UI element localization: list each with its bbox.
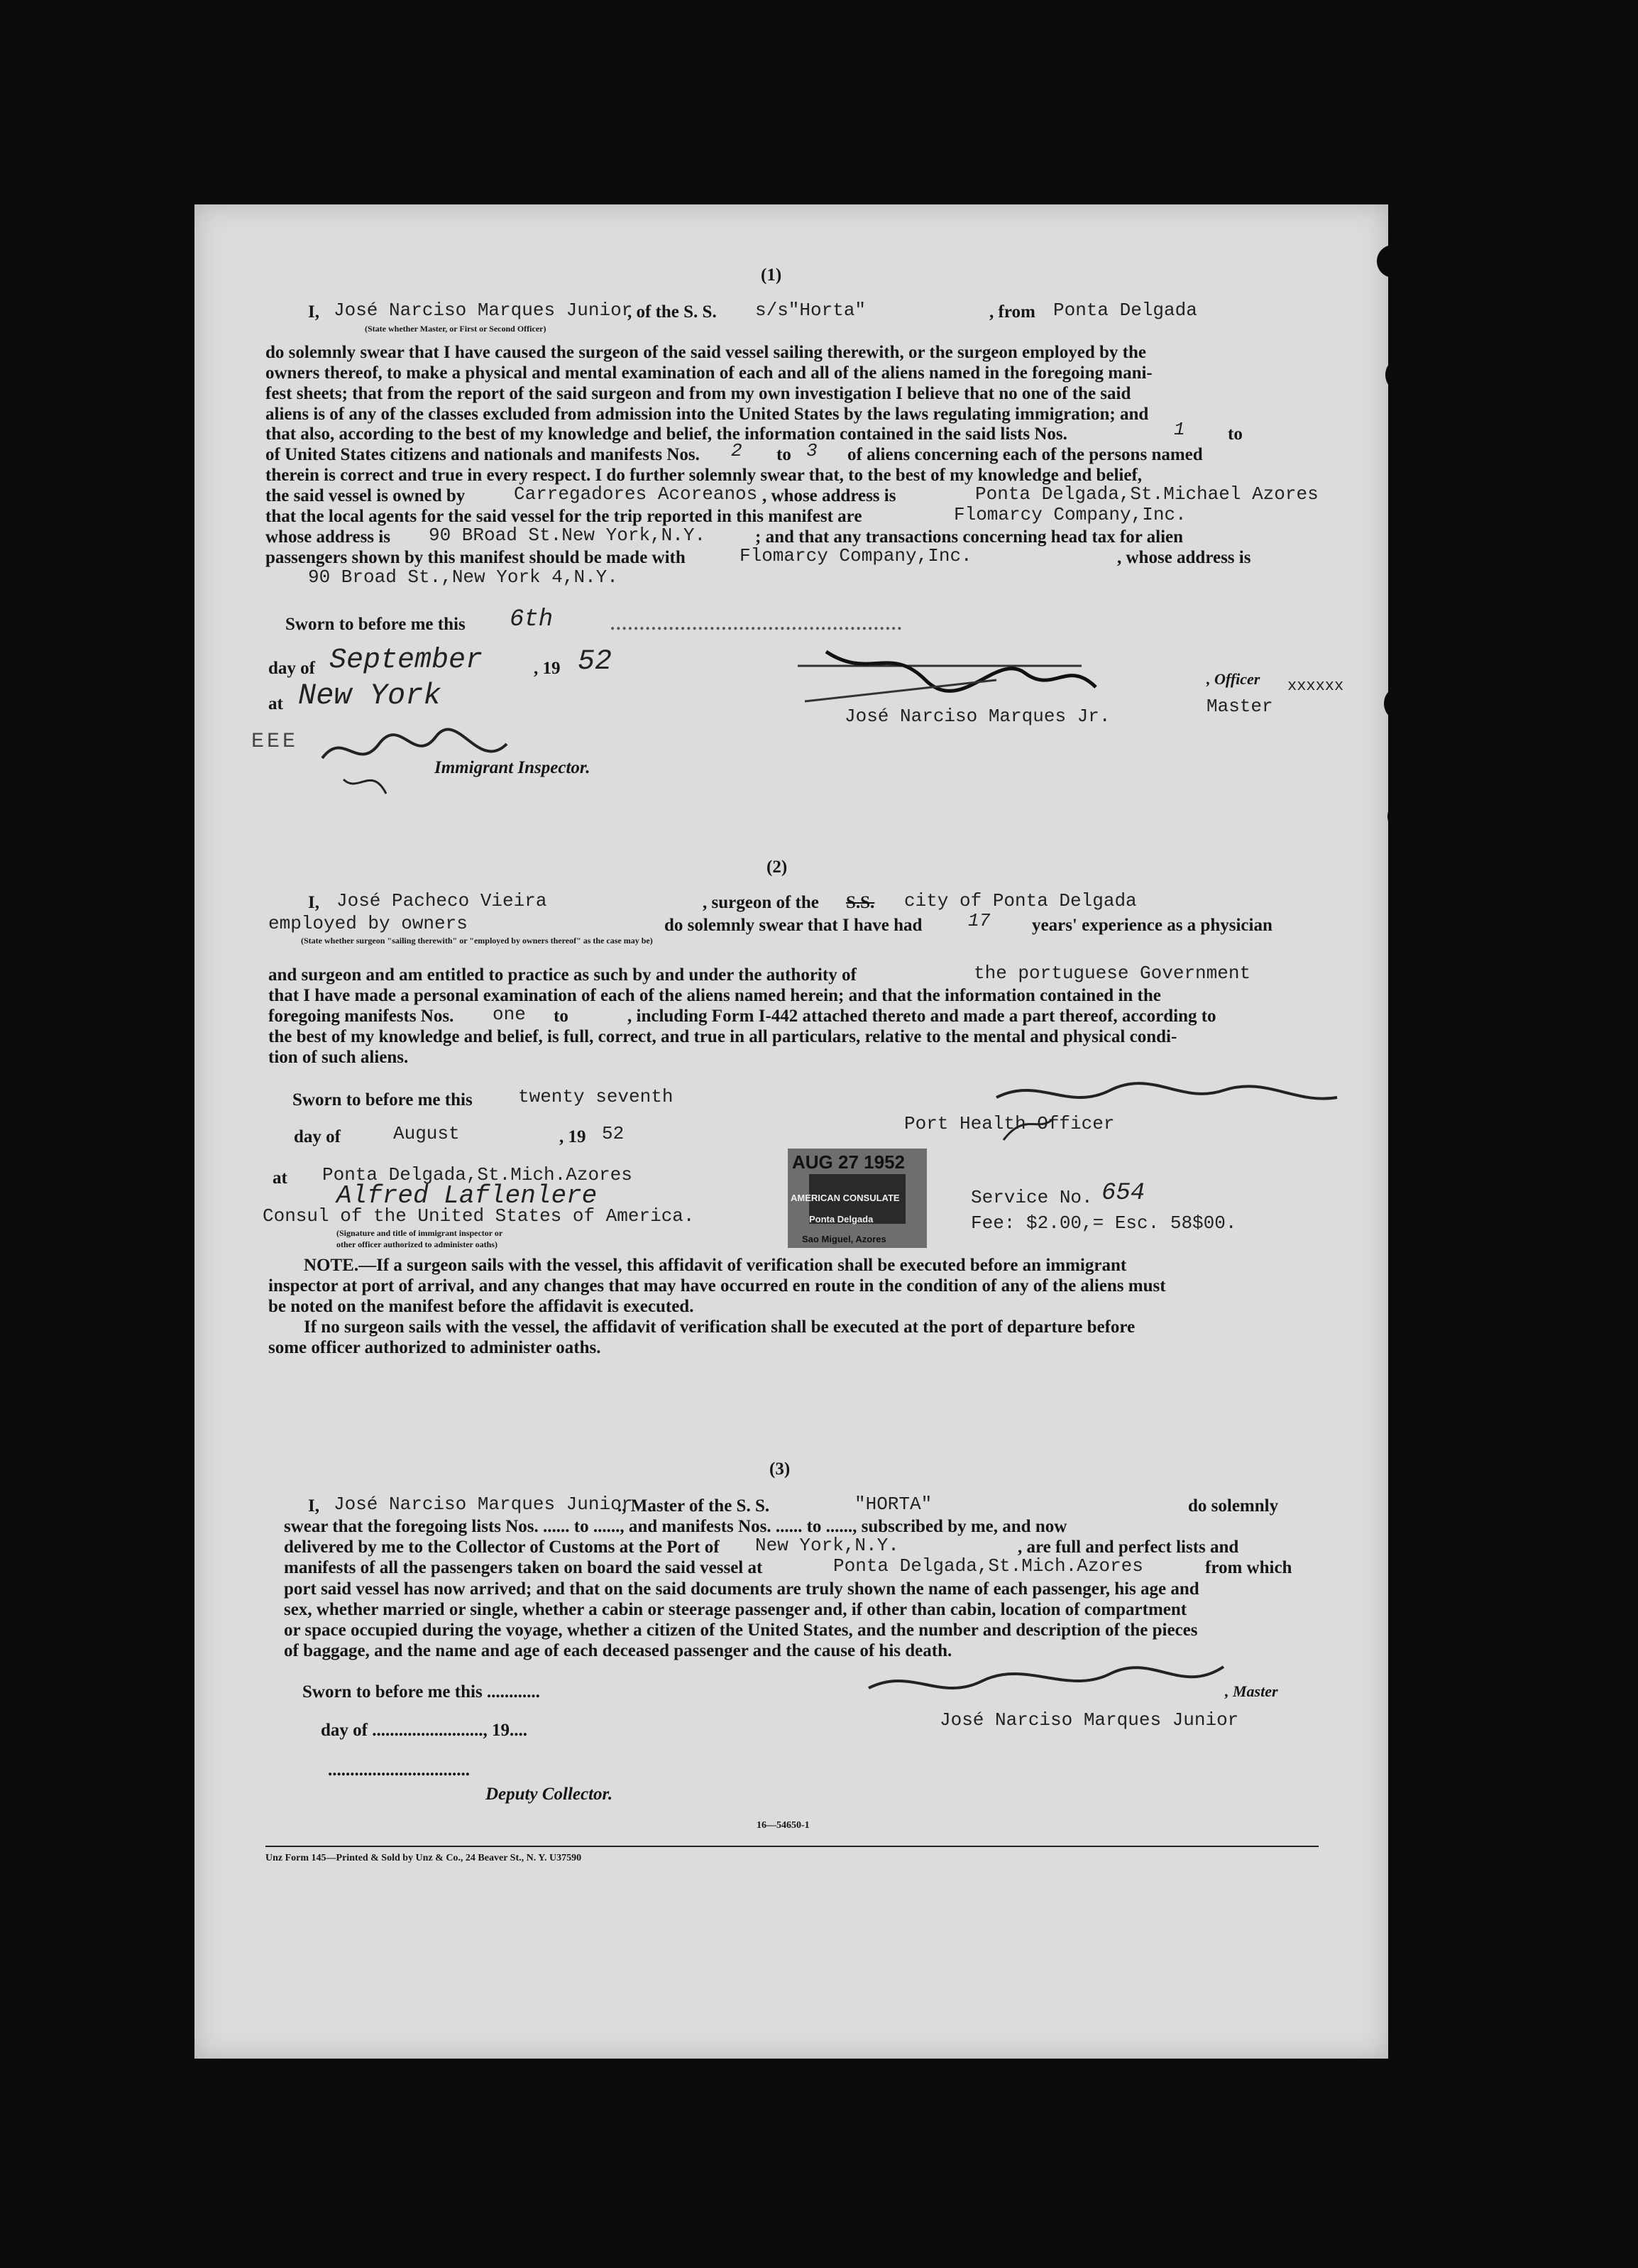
officer-signature	[784, 637, 1110, 716]
s3-body	[284, 1579, 1199, 1661]
sworn-day-2: twenty seventh	[518, 1086, 674, 1107]
consul-note-2: other officer authorized to administer oaths)	[336, 1239, 498, 1249]
body-line: foregoing manifests Nos.	[268, 1007, 454, 1026]
place-2: Ponta Delgada,St.Mich.Azores	[322, 1164, 632, 1185]
sworn-place: New York	[298, 679, 441, 713]
s3-line: swear that the foregoing lists Nos. ...... to ......, and manifests Nos. ...... to ......, subscribed by me, and now	[284, 1517, 1067, 1536]
manifest-to-label: to	[554, 1007, 568, 1026]
s3-line: of baggage, and the name and age of each deceased passenger and the cause of his death.	[284, 1641, 952, 1660]
year-2: 52	[602, 1123, 625, 1144]
body-line: passengers shown by this manifest should be made with	[265, 548, 686, 567]
stamp-text-1: AMERICAN CONSULATE	[791, 1193, 900, 1203]
at-label: at	[268, 694, 283, 713]
vessel-name: s/s"Horta"	[755, 300, 867, 321]
body-line: that the local agents for the said vessel for the trip reported in this manifest are	[265, 507, 862, 526]
state-note: (State whether surgeon "sailing therewith" or "employed by owners thereof" as the case may be)	[301, 936, 653, 946]
signature-line: ..................................................	[610, 615, 903, 634]
s3-i: I,	[308, 1496, 319, 1516]
fee: Fee: $2.00,= Esc. 58$00.	[971, 1212, 1237, 1234]
body-line: aliens is of any of the classes excluded from admission into the United States by the laws regulating immigration; and	[265, 405, 1149, 424]
intro-i: I,	[308, 302, 319, 322]
note-line: If no surgeon sails with the vessel, the affidavit of verification shall be executed at the port of departure before	[304, 1317, 1136, 1337]
sworn-year: 52	[578, 646, 612, 678]
agents-name: Flomarcy Company,Inc.	[954, 504, 1187, 525]
officer-strike: xxxxxx	[1287, 677, 1344, 695]
tax-company: Flomarcy Company,Inc.	[740, 545, 972, 566]
note-line: be noted on the manifest before the affidavit is executed.	[268, 1297, 694, 1316]
authority: the portuguese Government	[974, 963, 1251, 984]
s3-master-label: , Master	[1225, 1682, 1278, 1700]
at-label-2: at	[273, 1168, 287, 1188]
s3-line: delivered by me to the Collector of Customs at the Port of	[284, 1538, 720, 1557]
s3-day-of: day of ........................., 19....	[321, 1721, 527, 1740]
health-officer-signature	[982, 1069, 1351, 1147]
section2-note	[268, 1255, 1319, 1358]
health-officer-title: Port Health Officer	[904, 1113, 1115, 1134]
service-no: 654	[1101, 1180, 1145, 1207]
body-line: do solemnly swear that I have caused the surgeon of the said vessel sailing therewith, or the surgeon employed by the	[265, 343, 1146, 362]
consular-stamp	[788, 1149, 927, 1248]
master-signature	[854, 1653, 1238, 1709]
stamp-text-2: Ponta Delgada	[809, 1214, 874, 1225]
punch-hole	[1391, 1973, 1427, 2009]
stamp-date: AUG 27 1952	[792, 1151, 905, 1173]
day-of-label: day of	[268, 659, 315, 678]
year-prefix: , 19	[534, 659, 561, 678]
stamp-text-3: Sao Miguel, Azores	[802, 1234, 886, 1244]
body-line: whose address is	[265, 527, 390, 547]
body-line: of United States citizens and nationals and manifests Nos.	[265, 445, 700, 464]
lists-to: to	[1228, 424, 1243, 444]
s3-sworn-label: Sworn to before me this ............	[302, 1682, 540, 1702]
officer-label: , Officer	[1206, 670, 1260, 688]
master-note: (State whether Master, or First or Second Officer)	[365, 324, 546, 334]
s3-collector-line: ................................	[328, 1760, 470, 1780]
officer-rank: Master	[1206, 696, 1273, 717]
note-line: inspector at port of arrival, and any changes that may have occurred en route in the condition of any of the aliens must	[268, 1276, 1166, 1295]
section-number-2: (2)	[766, 858, 788, 877]
s3-master-typed: José Narciso Marques Junior	[940, 1709, 1239, 1731]
day-of-label-2: day of	[294, 1127, 341, 1146]
consul-note-1: (Signature and title of immigrant inspector or	[336, 1228, 503, 1238]
s3-line: or space occupied during the voyage, whether a citizen of the United States, and the number and description of the pieces	[284, 1621, 1198, 1640]
punch-hole	[1377, 245, 1409, 278]
agents-tail: ; and that any transactions concerning head tax for alien	[755, 527, 1184, 547]
punch-hole	[1402, 1842, 1437, 1878]
of-ss-label: , of the S. S.	[627, 302, 717, 322]
manifests-from: 2	[731, 440, 742, 461]
s3-vessel: "HORTA"	[854, 1494, 933, 1515]
owner-name: Carregadores Acoreanos	[514, 483, 758, 505]
owner-address: Ponta Delgada,St.Michael Azores	[975, 483, 1319, 505]
s3-line: port said vessel has now arrived; and that on the said documents are truly shown the name of each passenger, his age and	[284, 1579, 1199, 1599]
footer-rule	[265, 1846, 1319, 1847]
punch-hole	[1384, 686, 1419, 721]
officer-typed-name: José Narciso Marques Jr.	[845, 706, 1111, 727]
surgeon-of-label: , surgeon of the	[703, 893, 819, 912]
s3-departure-tail: from which	[1205, 1558, 1292, 1577]
years-experience: 17	[968, 910, 991, 931]
inspector-stamp: EEE	[251, 730, 299, 754]
tax-address: 90 Broad St.,New York 4,N.Y.	[308, 566, 618, 588]
s3-port-arrival: New York,N.Y.	[755, 1535, 899, 1556]
s3-departure: Ponta Delgada,St.Mich.Azores	[833, 1555, 1143, 1577]
surgeon-i: I,	[308, 893, 319, 912]
sworn-label: Sworn to before me this	[285, 615, 466, 634]
month-2: August	[393, 1123, 460, 1144]
punch-hole	[1405, 1107, 1441, 1143]
body-line: the best of my knowledge and belief, is full, correct, and true in all particulars, relative to the mental and physical condi-	[268, 1027, 1177, 1046]
master-name: José Narciso Marques Junior	[334, 300, 633, 321]
punch-hole	[1392, 375, 1428, 410]
sworn-label-2: Sworn to before me this	[292, 1090, 473, 1110]
document-page	[194, 204, 1388, 2059]
sworn-day: 6th	[510, 606, 554, 633]
form-number: 16—54650-1	[757, 1820, 810, 1831]
section1-body	[265, 342, 1153, 424]
manifest-from: one	[493, 1004, 526, 1025]
section-number-1: (1)	[761, 265, 782, 285]
authority-text: and surgeon and am entitled to practice as such by and under the authority of	[268, 965, 857, 985]
body-line: owners thereof, to make a physical and mental examination of each and all of the aliens named in the foregoing mani-	[265, 363, 1153, 383]
consul-signature: Alfred Laflenlere	[336, 1181, 598, 1210]
body-line: therein is correct and true in every respect. I do further solemnly swear that, to the best of my knowledge and belief,	[265, 466, 1143, 485]
body-line: fest sheets; that from the report of the said surgeon and from my own investigation I believe that no one of the said	[265, 384, 1131, 403]
s3-line: sex, whether married or single, whether a cabin or steerage passenger and, if other than cabin, location of compartment	[284, 1600, 1187, 1619]
section-number-3: (3)	[769, 1459, 791, 1479]
note-line: some officer authorized to administer oaths.	[268, 1338, 601, 1357]
years-tail: years' experience as a physician	[1032, 916, 1273, 935]
s3-master-text: ., Master of the S. S.	[617, 1496, 770, 1516]
s3-port-tail: , are full and perfect lists and	[1018, 1538, 1239, 1557]
inspector-title: Immigrant Inspector.	[434, 758, 590, 777]
body-line: the said vessel is owned by	[265, 486, 466, 505]
consul-title: Consul of the United States of America.	[263, 1205, 695, 1227]
punch-hole	[1391, 1423, 1427, 1459]
from-port: Ponta Delgada	[1053, 300, 1197, 321]
ss-struck: S.S.	[846, 893, 875, 912]
punch-hole	[1387, 799, 1423, 834]
surgeon-vessel: city of Ponta Delgada	[904, 890, 1137, 911]
body-line: that I have made a personal examination of each of the aliens named herein; and that the information contained in the	[268, 986, 1161, 1005]
note-line: NOTE.—If a surgeon sails with the vessel, this affidavit of verification shall be executed before an immigrant	[304, 1256, 1127, 1275]
surgeon-name: José Pacheco Vieira	[336, 890, 547, 911]
swear-text: do solemnly swear that I have had	[664, 916, 923, 935]
manifests-tail: of aliens concerning each of the persons named	[847, 445, 1203, 464]
sworn-month: September	[329, 645, 483, 676]
tax-address-label: , whose address is	[1117, 548, 1251, 567]
owner-address-label: , whose address is	[762, 486, 896, 505]
s3-master-name: José Narciso Marques Junior	[334, 1494, 633, 1515]
lists-from: 1	[1174, 419, 1185, 440]
agents-address: 90 BRoad St.New York,N.Y.	[429, 525, 706, 546]
year-prefix-2: , 19	[559, 1127, 586, 1146]
from-label: , from	[989, 302, 1035, 322]
s3-line: manifests of all the passengers taken on board the said vessel at	[284, 1558, 763, 1577]
service-no-label: Service No.	[971, 1187, 1093, 1208]
printer-line: Unz Form 145—Printed & Sold by Unz & Co., 24 Beaver St., N. Y. U37590	[265, 1853, 582, 1863]
manifests-to-label: to	[776, 445, 791, 464]
body-line: tion of such aliens.	[268, 1048, 409, 1067]
body-line: that also, according to the best of my knowledge and belief, the information contained in the said lists Nos.	[265, 424, 1067, 444]
manifests-to: 3	[806, 440, 818, 461]
employed-by: employed by owners	[268, 913, 468, 934]
s3-swear-tail: do solemnly	[1188, 1496, 1279, 1516]
s3-collector-title: Deputy Collector.	[485, 1785, 613, 1804]
manifest-tail: , including Form I-442 attached thereto and made a part thereof, according to	[627, 1007, 1216, 1026]
